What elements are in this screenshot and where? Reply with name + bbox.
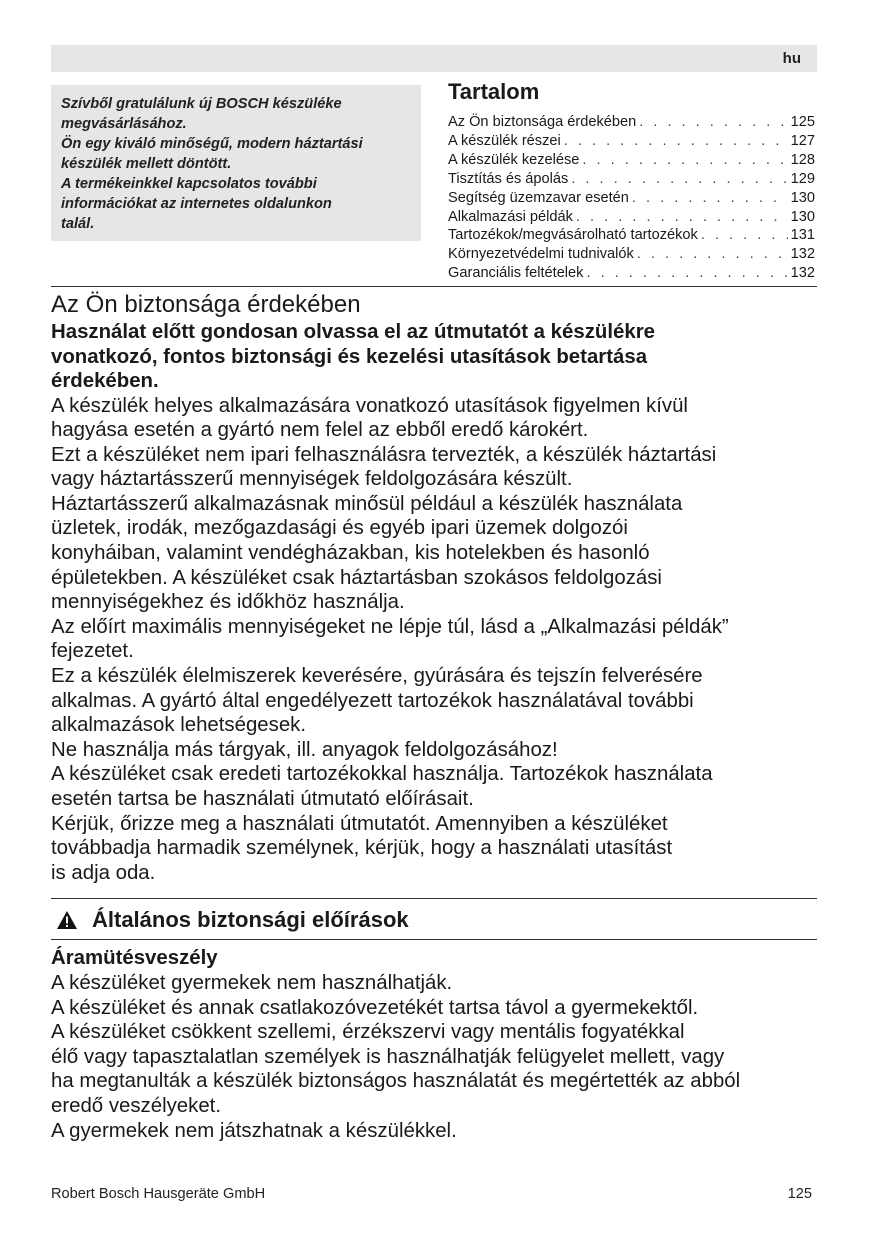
warning-triangle-icon [56,910,78,930]
electric-shock-section [51,946,817,1143]
toc-leader-dots [576,208,788,227]
toc-item-label: Alkalmazási példák [448,208,573,225]
body-line: ha megtanulták a készülék biztonságos használatát és megértették az abból [51,1070,741,1093]
footer-company: Robert Bosch Hausgeräte GmbH [51,1186,266,1202]
body-line: üzletek, irodák, mezőgazdasági és egyéb ipari üzemek dolgozói [51,517,628,540]
toc-item-label: Garanciális feltételek [448,265,584,282]
toc-title: Tartalom [448,79,540,104]
lead-line: Használat előtt gondosan olvassa el az útmutatót a készülékre [51,321,655,343]
divider [51,286,817,287]
body-line: hagyása esetén a gyártó nem felel az ebből eredő károkért. [51,419,589,442]
toc-leader-dots [639,113,787,132]
toc-leader-dots [701,226,788,245]
table-of-contents [448,78,815,283]
toc-leader-dots [571,170,787,189]
body-line: Háztartásszerű alkalmazásnak minősül például a készülék használata [51,492,683,515]
intro-line: talál. [61,216,95,232]
general-safety-heading [51,902,817,938]
body-line: fejezetet. [51,640,134,663]
toc-leader-dots [582,151,787,170]
body-line: eredő veszélyeket. [51,1094,222,1117]
intro-line: Szívből gratulálunk új BOSCH készüléke [61,96,342,112]
lead-line: érdekében. [51,370,159,392]
toc-item-label: Az Ön biztonsága érdekében [448,114,637,130]
body-line: Ezt a készüléket nem ipari felhasználásra tervezték, a készülék háztartási [51,443,717,466]
toc-item-page: 130 [790,208,815,225]
divider [51,898,817,899]
toc-item[interactable] [448,245,815,264]
body-line: A készüléket és annak csatlakozóvezetékét tartsa távol a gyermekektől. [51,996,699,1019]
toc-item[interactable] [448,151,815,170]
toc-item[interactable] [448,132,815,151]
toc-item-page: 132 [790,246,815,263]
body-line: mennyiségekhez és időkhöz használja. [51,591,405,614]
body-line: esetén tartsa be használati útmutató előírásait. [51,788,474,810]
toc-item[interactable] [448,170,815,189]
toc-leader-dots [586,264,787,283]
body-line: is adja oda. [51,861,156,884]
body-line: A készülék helyes alkalmazására vonatkozó utasítások figyelmen kívül [51,394,688,417]
body-line: A készüléket csökkent szellemi, érzékszervi vagy mentális fogyatékkal [51,1021,685,1044]
lead-line: vonatkozó, fontos biztonsági és kezelési utasítások betartása [51,345,648,368]
toc-leader-dots [564,132,788,151]
intro-line: A termékeinkkel kapcsolatos további [61,176,317,192]
toc-leader-dots [632,189,788,208]
toc-item-page: 130 [790,189,815,206]
toc-item-page: 125 [790,114,815,130]
body-line: Ez a készülék élelmiszerek keverésére, gyúrására és tejszín felverésére [51,665,703,688]
toc-item[interactable] [448,113,815,132]
toc-item-page: 132 [790,265,815,282]
intro-box [51,85,421,241]
general-safety-title: Általános biztonsági előírások [92,907,409,932]
body-line: továbbadja harmadik személynek, kérjük, hogy a használati utasítást [51,837,673,860]
body-line: Kérjük, őrizze meg a használati útmutatót. Amennyiben a készüléket [51,812,668,835]
toc-item[interactable] [448,208,815,227]
toc-item-page: 127 [790,132,815,149]
language-bar [51,45,817,72]
body-line: A gyermekek nem játszhatnak a készülékkel. [51,1119,457,1142]
toc-item[interactable] [448,264,815,283]
toc-item-label: Tartozékok/megvásárolható tartozékok [448,227,698,244]
toc-item[interactable] [448,226,815,245]
body-line: alkalmazások lehetségesek. [51,714,307,737]
body-line: élő vagy tapasztalatlan személyek is használhatják felügyelet mellett, vagy [51,1045,725,1068]
toc-leader-dots [637,245,788,264]
toc-item-page: 128 [790,151,815,168]
toc-item[interactable] [448,189,815,208]
divider [51,939,817,940]
body-line: A készüléket gyermekek nem használhatják. [51,972,453,994]
toc-item-page: 129 [790,170,815,187]
toc-item-label: Tisztítás és ápolás [448,170,569,187]
section-title: Az Ön biztonsága érdekében [51,291,361,318]
safety-section [51,290,817,885]
body-line: vagy háztartásszerű mennyiségek feldolgozására készült. [51,468,573,491]
toc-item-label: Környezetvédelmi tudnivalók [448,246,634,263]
body-line: épületekben. A készüléket csak háztartásban szokásos feldolgozási [51,566,662,589]
toc-item-label: Segítség üzemzavar esetén [448,189,629,206]
electric-shock-heading: Áramütésveszély [51,947,218,969]
toc-item-page: 131 [790,227,815,244]
intro-line: megvásárlásához. [61,116,187,132]
body-line: konyháiban, valamint vendégházakban, kis hotelekben és hasonló [51,542,650,565]
body-line: alkalmas. A gyártó által engedélyezett tartozékok használatával további [51,689,694,712]
toc-item-label: A készülék részei [448,132,561,149]
body-line: Ne használja más tárgyak, ill. anyagok feldolgozásához! [51,738,558,761]
body-line: A készüléket csak eredeti tartozékokkal használja. Tartozékok használata [51,763,713,786]
intro-line: Ön egy kiváló minőségű, modern háztartási [61,136,363,152]
language-code: hu [782,50,801,67]
body-line: Az előírt maximális mennyiségeket ne lépje túl, lásd a „Alkalmazási példák” [51,615,729,638]
toc-item-label: A készülék kezelése [448,151,580,168]
intro-line: információkat az internetes oldalunkon [61,196,332,212]
footer-page-number: 125 [787,1186,812,1202]
intro-line: készülék mellett döntött. [61,156,232,172]
